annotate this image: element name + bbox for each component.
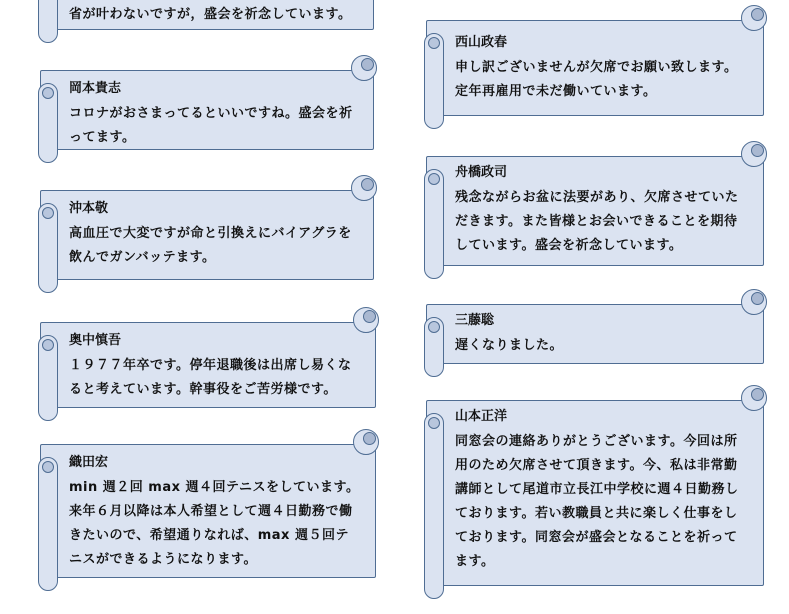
scroll-roll-icon — [424, 169, 444, 279]
message-card-6 — [426, 156, 764, 266]
scroll-roll-icon — [38, 457, 58, 591]
card-author: 山本正洋 — [455, 409, 508, 424]
scroll-roll-icon — [38, 203, 58, 293]
card-message: コロナがおさまってるといいですね。盛会を祈ってます。 — [69, 106, 353, 145]
message-card-8 — [426, 400, 764, 586]
message-card-5 — [426, 20, 764, 116]
card-author: 沖本敬 — [69, 201, 109, 216]
card-message: min 週２回 max 週４回テニスをしています。来年６月以降は本人希望として週４日勤務で働きたいので、希望通りなれば、max 週５回テニスができるようになります。 — [69, 480, 360, 567]
card-author: 織田宏 — [69, 455, 109, 470]
scroll-roll-icon — [38, 0, 58, 43]
card-author: 舟橋政司 — [455, 165, 508, 180]
scroll-roll-icon — [424, 33, 444, 129]
card-message: 同窓会の連絡ありがとうございます。今回は所用のため欠席させて頂きます。今、私は非常勤講師として尾道市立長江中学校に週４日勤務しております。若い教職員と共に楽しく仕事をしております。同窓会が盛会となることを祈ってます。 — [455, 434, 739, 569]
scroll-curl-icon — [351, 55, 377, 81]
scroll-curl-icon — [353, 429, 379, 455]
message-card-2 — [40, 190, 374, 280]
scroll-curl-icon — [741, 5, 767, 31]
scroll-curl-icon — [353, 307, 379, 333]
message-card-3 — [40, 322, 376, 408]
scroll-roll-icon — [424, 317, 444, 377]
scroll-curl-icon — [351, 175, 377, 201]
message-card-4 — [40, 444, 376, 578]
scroll-roll-icon — [424, 413, 444, 599]
card-message: １９７７年卒です。停年退職後は出席し易くなると考えています。幹事役をご苦労様です。 — [69, 358, 352, 397]
card-author: 奥中慎吾 — [69, 333, 122, 348]
card-author: 西山政春 — [455, 35, 508, 50]
message-card-1 — [40, 70, 374, 150]
message-card-7 — [426, 304, 764, 364]
card-author: 岡本貴志 — [69, 81, 122, 96]
scroll-roll-icon — [38, 83, 58, 163]
card-message: 遅くなりました。 — [455, 338, 564, 353]
message-card-0 — [40, 0, 374, 30]
card-message: 申し訳ございませんが欠席でお願い致します。定年再雇用で未だ働いています。 — [455, 60, 738, 99]
card-message: 省が叶わないですが，盛会を祈念しています。 — [69, 7, 352, 22]
card-message: 残念ながらお盆に法要があり、欠席させていただきます。また皆様とお会いできることを期待しています。盛会を祈念しています。 — [455, 190, 739, 253]
scroll-roll-icon — [38, 335, 58, 421]
card-message: 高血圧で大変ですが命と引換えにバイアグラを飲んでガンバッテます。 — [69, 226, 352, 265]
card-author: 三藤聡 — [455, 313, 495, 328]
